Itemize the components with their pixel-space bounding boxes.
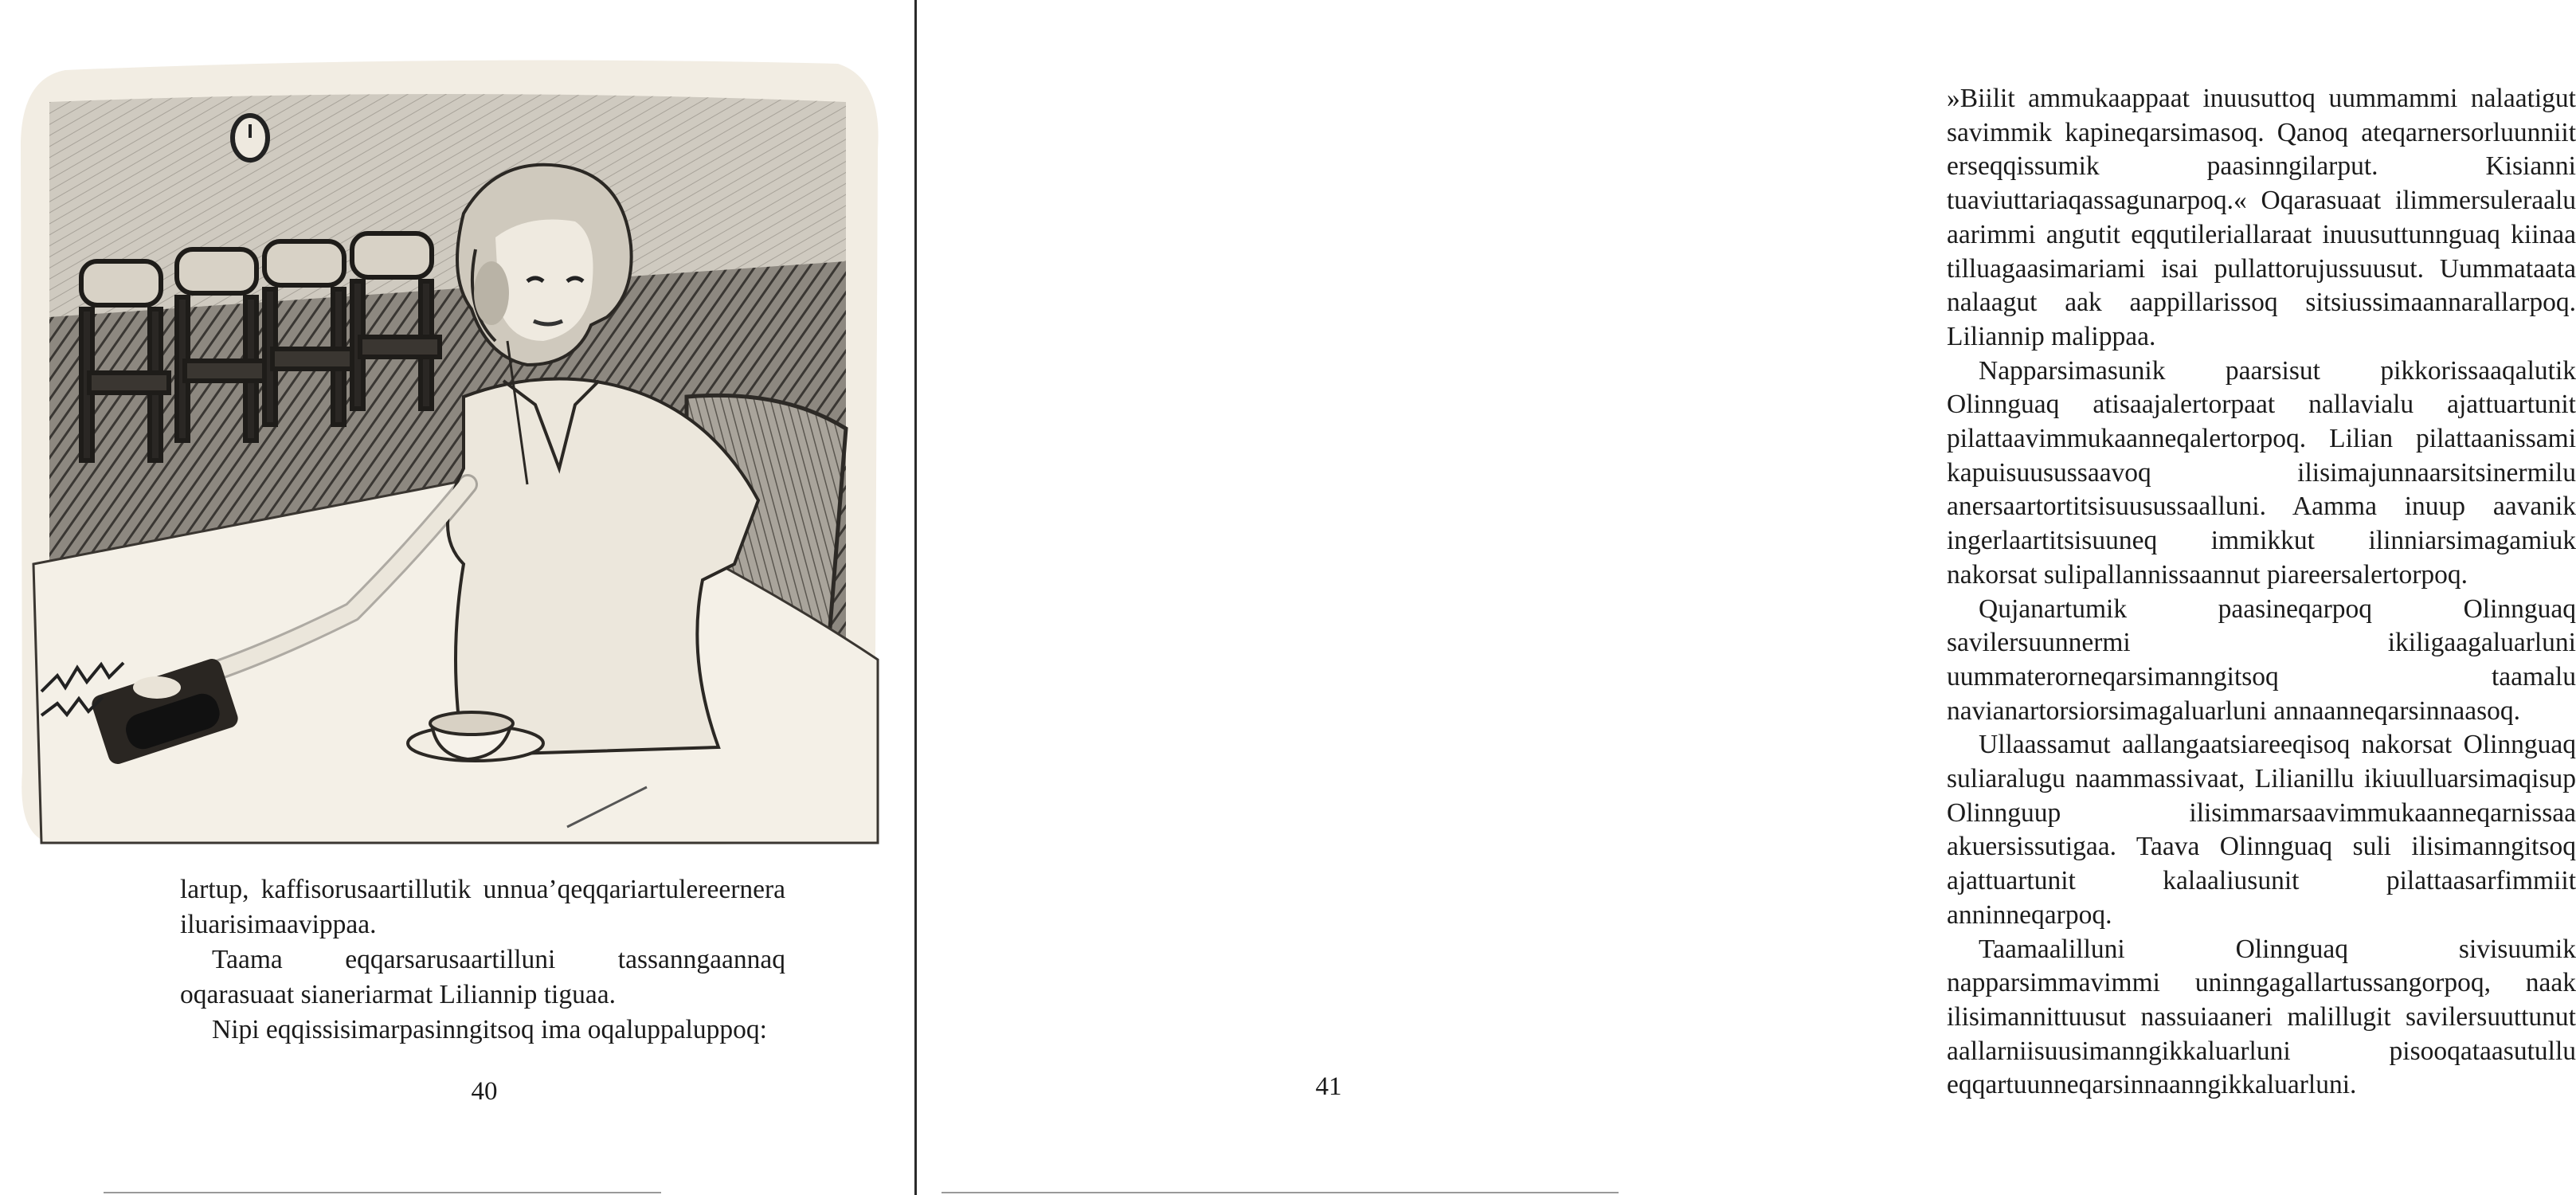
right-page-text (1947, 82, 2576, 1103)
page-number: 41 (1315, 1072, 1342, 1101)
left-page-text (180, 872, 785, 1048)
page-edge (104, 1192, 661, 1193)
page-edge (942, 1192, 1619, 1193)
left-page (0, 0, 914, 1195)
paragraph: »Biilit ammukaappaat inuusuttoq uummammi nalaatigut savimmik kapineqarsimasoq. Qanoq ateqarnersorluunniit erseqqissumik paasinngilarput. Kisianni tuaviuttariaqassagunarpoq.« Oqarasuaat ilimmersuleraalu aarimmi angutit eqqutileriallaraat inuusuttunnguaq kiinaa tilluagaasimariami isai pullattorujussuusut. Uummataata nalaagut aak aappillarissoq sitsiussimaannarallarpoq. Liliannip malippaa. (1947, 84, 2576, 351)
illustration-woman-on-telephone (18, 54, 883, 847)
paragraph: Taamaalilluni Olinnguaq sivisuumik napparsimmavimmi uninngagallartussangorpoq, naak ilisimannittuusut nassuiaaneri malillugit savilersuuttunut aallarniisuusimanngikkaluarluni pisooqataasutullu eqqartuunneqarsinnaanngikkaluarluni. (1947, 934, 2576, 1100)
paragraph: Nipi eqqissisimarpasinngitsoq ima oqaluppaluppoq: (212, 1015, 767, 1044)
book-gutter (914, 0, 917, 1195)
paragraph: Ullaassamut aallangaatsiareeqisoq nakorsat Olinnguaq suliaralugu naammassivaat, Lilianillu ikiuulluarsimaqisup Olinnguup ilisimmarsaavimmukaanneqarnissaa akuersissutigaa. Taava Olinnguaq suli ilisimanngitsoq ajattuartunit kalaaliusunit pilattaasarfimmiit anninneqarpoq. (1947, 730, 2576, 930)
page-number: 40 (471, 1077, 498, 1106)
paragraph: Qujanartumik paasineqarpoq Olinnguaq savilersuunnermi ikiligaagaluarluni uummaterorneqarsimanngitsoq taamalu navianartorsiorsimagaluarluni annaanneqarsinnaasoq. (1947, 594, 2576, 726)
right-page (918, 0, 2576, 1195)
paragraph: Taama eqqarsarusaartilluni tassanngaannaq oqarasuaat sianeriarmat Liliannip tiguaa. (180, 945, 785, 1009)
wall-clock (233, 116, 268, 160)
paragraph: lartup, kaffisorusaartillutik unnua’qeqqariartulereernera iluarisimaavippaa. (180, 875, 785, 939)
paragraph: Napparsimasunik paarsisut pikkorissaaqalutik Olinnguaq atisaajalertorpaat nallavialu ajattuartunit pilattaavimmukaanneqalertorpoq. Lilian pilattaanissami kapuisuusussaavoq ilisimajunnaarsitsinermilu anersaartortitsisuusussaalluni. Aamma inuup aavanik ingerlaartitsisuuneq immikkut ilinniarsimagamiuk nakorsat sulipallannissaannut piareersalertorpoq. (1947, 355, 2576, 590)
